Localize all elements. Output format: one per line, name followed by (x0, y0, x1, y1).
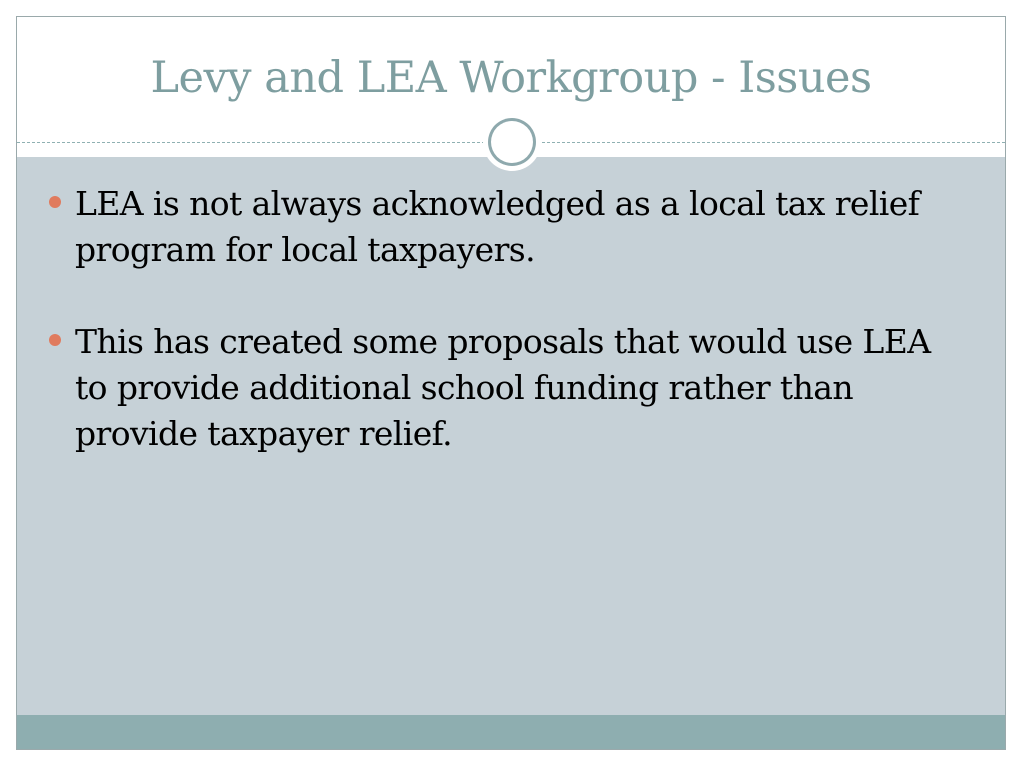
bullet-dot-icon (49, 334, 61, 346)
ornament-center (491, 121, 533, 163)
bullet-dot-icon (49, 196, 61, 208)
bullet-text: This has created some proposals that would use LEA to provide additional school funding rather than provide taxpayer relief. (75, 322, 931, 453)
bullet-list (49, 181, 969, 503)
slide (16, 16, 1006, 750)
circle-ornament-icon (483, 113, 541, 171)
bullet-item (49, 181, 969, 273)
footer-bar (17, 715, 1005, 750)
ornament-ring (488, 118, 536, 166)
bullet-item (49, 319, 969, 457)
bullet-text: LEA is not always acknowledged as a local tax relief program for local taxpayers. (75, 184, 920, 269)
slide-title: Levy and LEA Workgroup - Issues (150, 53, 872, 103)
